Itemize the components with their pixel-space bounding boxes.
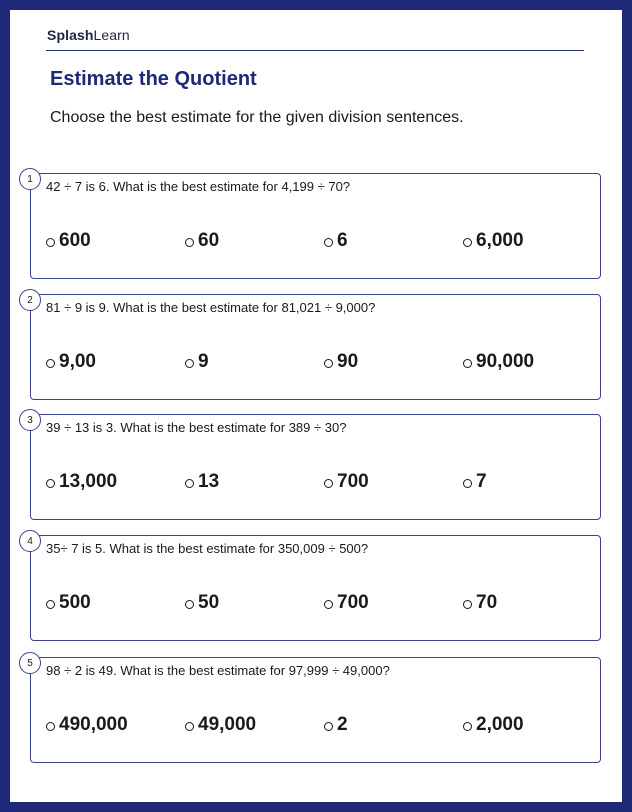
radio-circle-icon	[46, 600, 55, 609]
answer-option-label: 2	[337, 714, 348, 735]
page-title: Estimate the Quotient	[50, 68, 257, 90]
question-text: 35÷ 7 is 5. What is the best estimate for 350,009 ÷ 500?	[46, 541, 369, 556]
answer-option[interactable]	[463, 714, 524, 736]
answer-option-label: 90,000	[476, 351, 535, 372]
radio-circle-icon	[463, 238, 472, 247]
answer-option[interactable]	[185, 230, 219, 252]
radio-circle-icon	[324, 479, 333, 488]
answer-option-label: 13,000	[59, 471, 118, 492]
question-box-2	[27, 294, 601, 400]
answer-option-label: 60	[198, 230, 220, 251]
answer-option[interactable]	[463, 592, 497, 614]
question-number-badge: 4	[19, 530, 41, 552]
radio-circle-icon	[185, 238, 194, 247]
answer-option-label: 500	[59, 592, 91, 613]
radio-circle-icon	[46, 479, 55, 488]
instructions: Choose the best estimate for the given division sentences.	[50, 109, 464, 126]
answer-option[interactable]	[324, 230, 348, 252]
radio-circle-icon	[324, 722, 333, 731]
header-divider	[46, 50, 584, 51]
question-box-5	[27, 657, 601, 763]
question-text: 39 ÷ 13 is 3. What is the best estimate for 389 ÷ 30?	[46, 420, 347, 435]
radio-circle-icon	[46, 359, 55, 368]
answer-option[interactable]	[463, 230, 524, 252]
answer-option-label: 700	[337, 592, 369, 613]
question-number-badge: 1	[19, 168, 41, 190]
answer-option-label: 50	[198, 592, 220, 613]
answer-option-label: 70	[476, 592, 498, 613]
answer-option[interactable]	[46, 351, 96, 373]
answer-option[interactable]	[324, 592, 369, 614]
answer-option-label: 9	[198, 351, 209, 372]
answer-option-label: 13	[198, 471, 220, 492]
answer-option-label: 49,000	[198, 714, 257, 735]
question-box-3	[27, 414, 601, 520]
radio-circle-icon	[463, 359, 472, 368]
answer-option-label: 490,000	[59, 714, 128, 735]
logo-text-bold: Splash	[47, 27, 94, 43]
answer-option-label: 9,00	[59, 351, 96, 372]
question-number-badge: 3	[19, 409, 41, 431]
question-text: 42 ÷ 7 is 6. What is the best estimate for 4,199 ÷ 70?	[46, 179, 351, 194]
answer-option[interactable]	[324, 714, 348, 736]
radio-circle-icon	[185, 600, 194, 609]
question-box-4	[27, 535, 601, 641]
answer-option[interactable]	[463, 351, 534, 373]
question-number-badge: 2	[19, 289, 41, 311]
question-number-badge: 5	[19, 652, 41, 674]
radio-circle-icon	[46, 238, 55, 247]
radio-circle-icon	[46, 722, 55, 731]
radio-circle-icon	[185, 359, 194, 368]
radio-circle-icon	[185, 722, 194, 731]
answer-option[interactable]	[46, 592, 91, 614]
radio-circle-icon	[463, 722, 472, 731]
answer-option-label: 2,000	[476, 714, 524, 735]
answer-option[interactable]	[324, 471, 369, 493]
radio-circle-icon	[185, 479, 194, 488]
answer-option[interactable]	[46, 230, 91, 252]
answer-option[interactable]	[185, 714, 256, 736]
answer-option-label: 90	[337, 351, 359, 372]
answer-option[interactable]	[185, 351, 209, 373]
answer-option-label: 600	[59, 230, 91, 251]
radio-circle-icon	[324, 359, 333, 368]
radio-circle-icon	[463, 479, 472, 488]
answer-option[interactable]	[185, 471, 219, 493]
logo-text-light: Learn	[93, 27, 130, 43]
question-text: 98 ÷ 2 is 49. What is the best estimate for 97,999 ÷ 49,000?	[46, 663, 390, 678]
answer-option-label: 700	[337, 471, 369, 492]
answer-option[interactable]	[463, 471, 487, 493]
radio-circle-icon	[324, 238, 333, 247]
splashlearn-logo	[47, 27, 130, 43]
answer-option[interactable]	[46, 714, 128, 736]
answer-option[interactable]	[324, 351, 358, 373]
question-text: 81 ÷ 9 is 9. What is the best estimate for 81,021 ÷ 9,000?	[46, 300, 376, 315]
answer-option-label: 6	[337, 230, 348, 251]
answer-option-label: 6,000	[476, 230, 524, 251]
worksheet-page	[10, 10, 622, 802]
answer-option[interactable]	[46, 471, 117, 493]
question-box-1	[27, 173, 601, 279]
radio-circle-icon	[463, 600, 472, 609]
answer-option[interactable]	[185, 592, 219, 614]
answer-option-label: 7	[476, 471, 487, 492]
radio-circle-icon	[324, 600, 333, 609]
